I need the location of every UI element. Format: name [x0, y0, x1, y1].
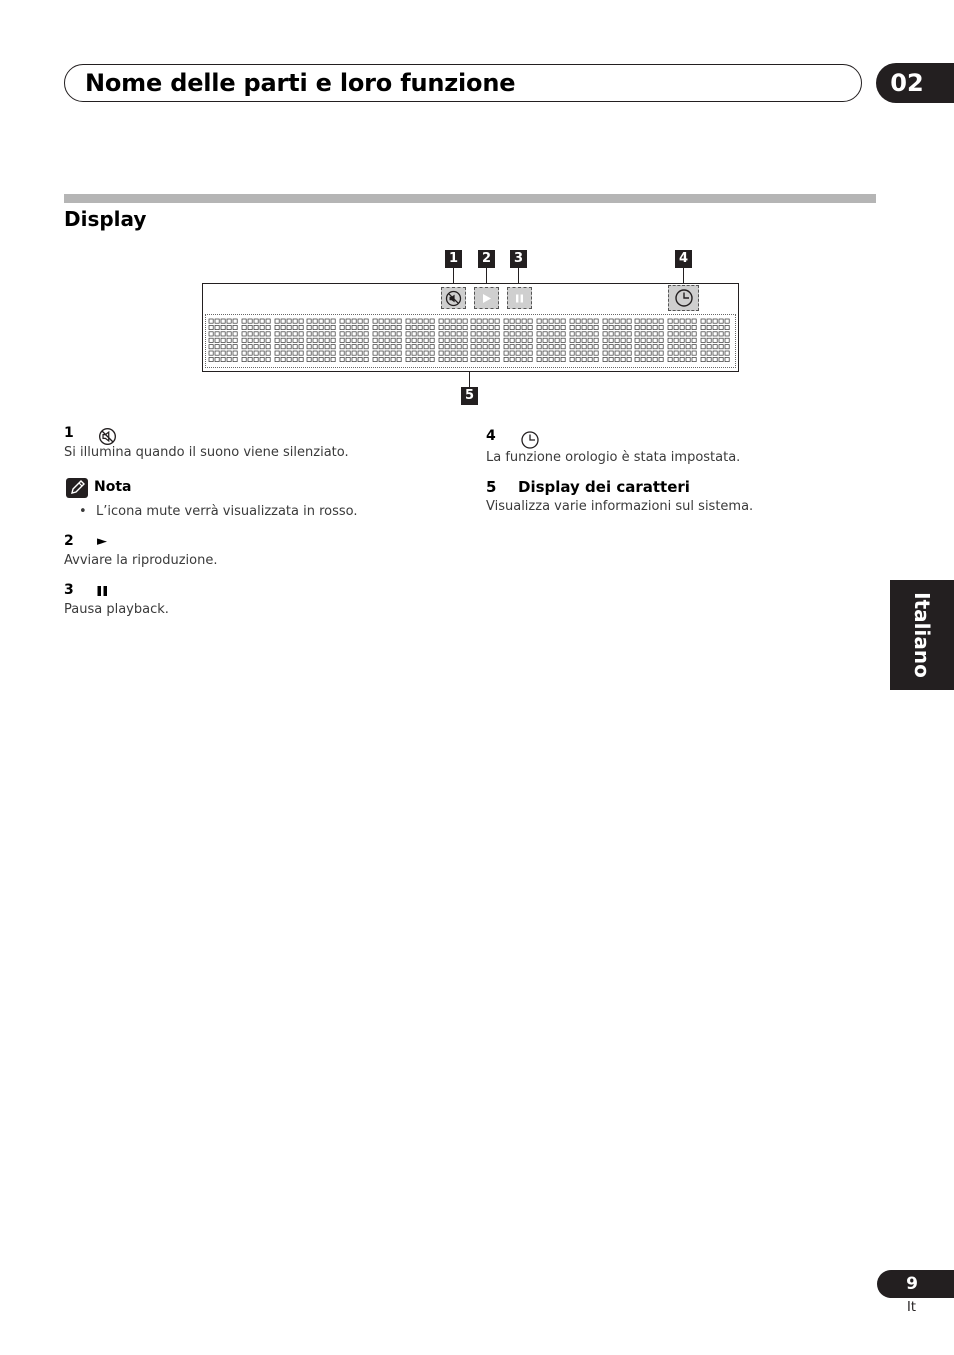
item-5-title: Display dei caratteri: [518, 478, 690, 496]
character-cell: [405, 318, 436, 364]
clock-indicator: [668, 285, 699, 311]
pause-indicator: [507, 287, 532, 309]
character-cell: [602, 318, 633, 364]
mute-icon: [445, 290, 462, 307]
note-bullet-text: L’icona mute verrà visualizzata in rosso.: [96, 504, 358, 519]
note-bullet-icon: •: [79, 504, 87, 519]
section-divider: [64, 194, 876, 203]
note-pencil-icon: [66, 478, 88, 498]
character-cell: [700, 318, 731, 364]
language-label-wrap: [890, 580, 954, 690]
callout-4: 4: [675, 250, 692, 268]
language-label: Italiano: [910, 592, 934, 678]
item-2-description: Avviare la riproduzione.: [64, 553, 218, 568]
character-cell: [667, 318, 698, 364]
character-cell: [536, 318, 567, 364]
item-1-description: Si illumina quando il suono viene silenziato.: [64, 445, 349, 460]
clock-icon: [674, 288, 694, 308]
play-icon: [479, 292, 494, 305]
note-label: Nota: [94, 479, 132, 495]
callout-3: 3: [510, 250, 527, 268]
character-cell: [306, 318, 337, 364]
character-cell: [241, 318, 272, 364]
pause-icon: [513, 292, 526, 305]
callout-1: 1: [445, 250, 462, 268]
callout-5: 5: [461, 387, 478, 405]
item-4-description: La funzione orologio è stata impostata.: [486, 450, 741, 465]
pause-icon: [96, 585, 109, 597]
character-cell: [372, 318, 403, 364]
item-3-description: Pausa playback.: [64, 602, 169, 617]
clock-icon: [520, 430, 540, 450]
section-title: Display: [64, 207, 147, 231]
character-cell: [339, 318, 370, 364]
character-cell: [634, 318, 665, 364]
item-5-description: Visualizza varie informazioni sul sistema.: [486, 499, 754, 514]
chapter-number: 02: [890, 69, 924, 97]
item-2-number: 2: [64, 533, 74, 549]
page-number: 9: [906, 1274, 918, 1294]
mute-indicator: [441, 287, 466, 309]
page-language-code: It: [907, 1300, 916, 1315]
character-cell: [208, 318, 239, 364]
item-3-number: 3: [64, 582, 74, 598]
mute-icon: [98, 427, 117, 446]
play-indicator: [474, 287, 499, 309]
character-cell: [569, 318, 600, 364]
character-cell: [274, 318, 305, 364]
item-4-number: 4: [486, 428, 496, 444]
callout-2: 2: [478, 250, 495, 268]
character-cell: [470, 318, 501, 364]
item-1-number: 1: [64, 425, 74, 441]
character-cell: [438, 318, 469, 364]
play-icon: ►: [97, 534, 107, 549]
page-title: Nome delle parti e loro funzione: [85, 69, 516, 97]
character-cell: [503, 318, 534, 364]
item-5-number: 5: [486, 478, 497, 496]
